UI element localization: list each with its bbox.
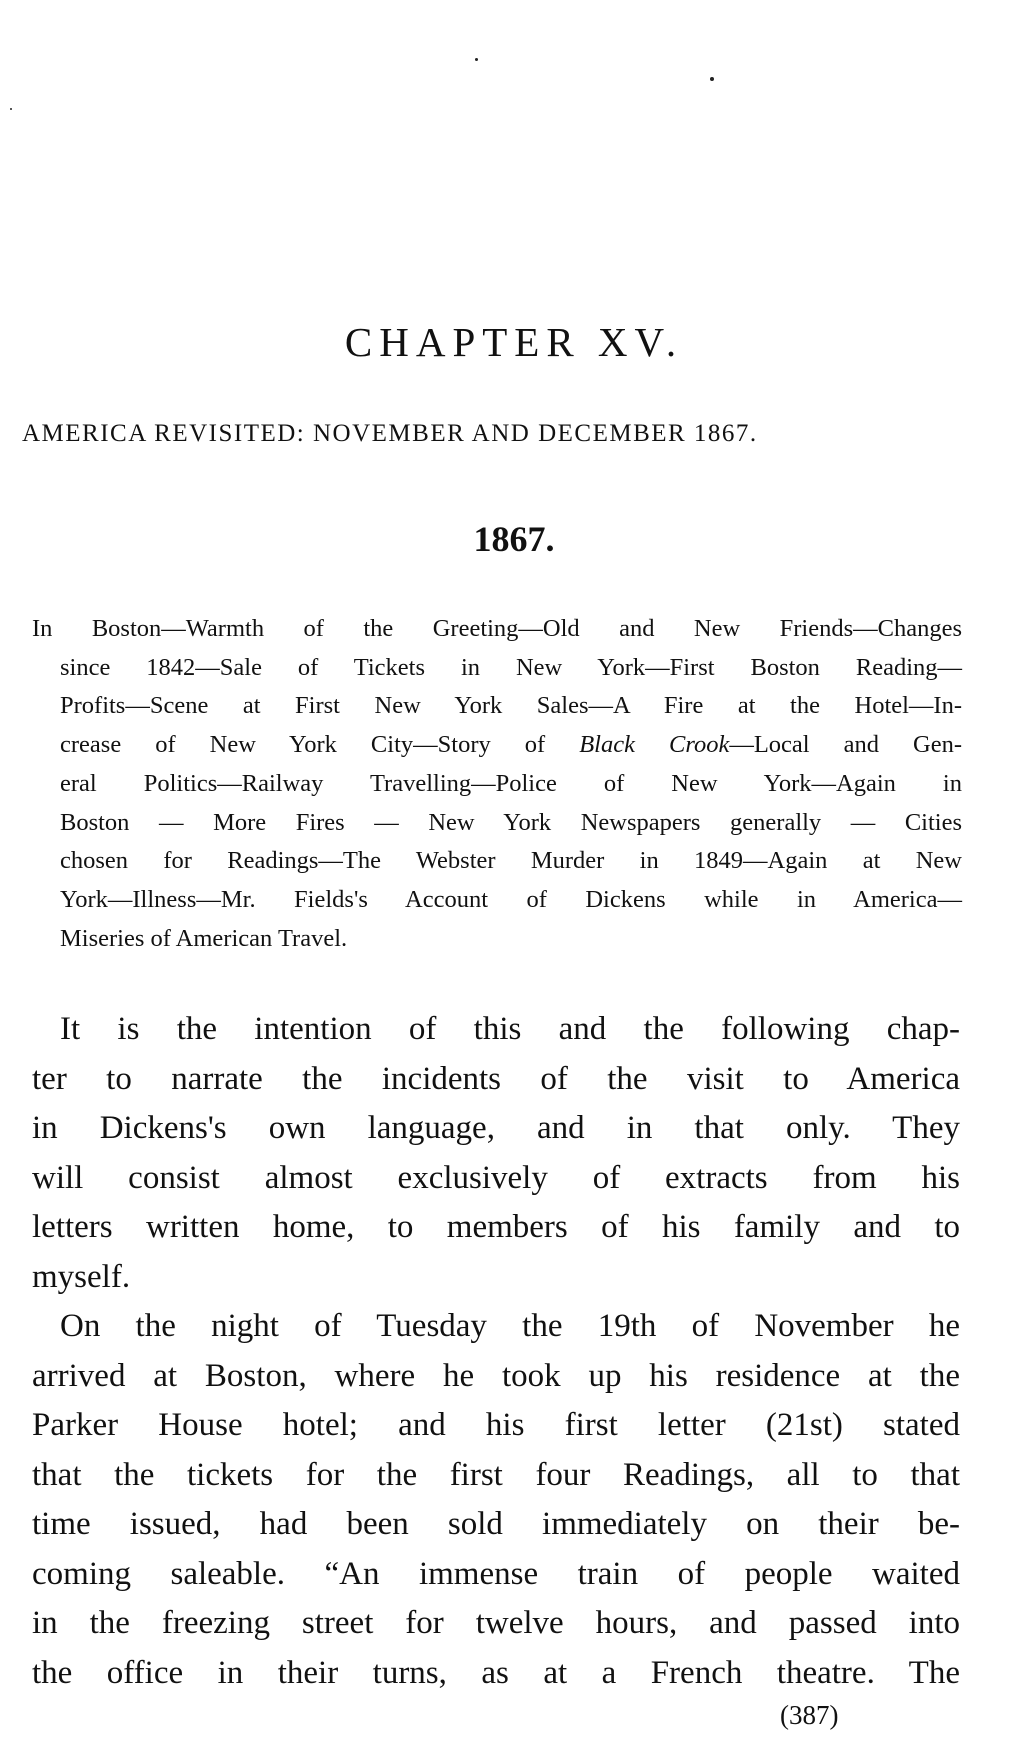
chapter-title: CHAPTER XV. (344, 319, 684, 365)
synopsis-line: Profits—Scene at First New York Sales—A Fire at the Hotel—In- (60, 692, 962, 720)
speck-3 (10, 108, 12, 110)
synopsis-line-head: crease of New York City—Story of (60, 731, 580, 759)
body-line: time issued, had been sold immediately on their be- (32, 1506, 960, 1542)
body-line: that the tickets for the first four Readings, all to that (32, 1456, 960, 1493)
body-line: letters written home, to members of his family and to (32, 1209, 960, 1245)
page-number: (387) (780, 1700, 839, 1730)
body-line: in Dickens's own language, and in that only. They (32, 1110, 960, 1146)
body-line: will consist almost exclusively of extracts from his (32, 1159, 960, 1196)
synopsis-line: York—Illness—Mr. Fields's Account of Dickens while in America— (60, 885, 962, 913)
body-line: On the night of Tuesday the 19th of November he (60, 1308, 960, 1344)
synopsis-line: Boston — More Fires — New York Newspapers generally — Cities (60, 808, 962, 836)
body-line: the office in their turns, as at a French theatre. The (32, 1654, 960, 1691)
body-line: Parker House hotel; and his first letter (21st) stated (32, 1407, 960, 1443)
body-line: ter to narrate the incidents of the visit to America (32, 1060, 960, 1097)
synopsis-line: In Boston—Warmth of the Greeting—Old and New Friends—Changes (32, 615, 962, 642)
synopsis-line: Miseries of American Travel. (60, 924, 348, 952)
speck-2 (710, 77, 714, 81)
synopsis-line (32, 726, 962, 765)
body-text (32, 1005, 960, 1698)
body-line: in the freezing street for twelve hours, and passed into (32, 1605, 960, 1641)
synopsis-line-tail: —Local and Gen- (729, 731, 962, 759)
synopsis-line: chosen for Readings—The Webster Murder in 1849—Again at New (60, 847, 962, 875)
synopsis-line: eral Politics—Railway Travelling—Police of New York—Again in (60, 769, 962, 797)
synopsis-italic-title: Black Crook (579, 731, 730, 759)
synopsis-line: since 1842—Sale of Tickets in New York—First Boston Reading— (60, 653, 962, 681)
body-line: arrived at Boston, where he took up his residence at the (32, 1357, 960, 1394)
body-line: myself. (32, 1258, 131, 1295)
year-heading: 1867. (473, 519, 555, 559)
body-line: coming saleable. “An immense train of people waited (32, 1555, 960, 1592)
body-line: It is the intention of this and the following chap- (60, 1011, 960, 1047)
chapter-subtitle: AMERICA REVISITED: NOVEMBER AND DECEMBER 1867. (22, 420, 758, 447)
speck-1 (475, 58, 478, 61)
chapter-synopsis (32, 610, 962, 958)
